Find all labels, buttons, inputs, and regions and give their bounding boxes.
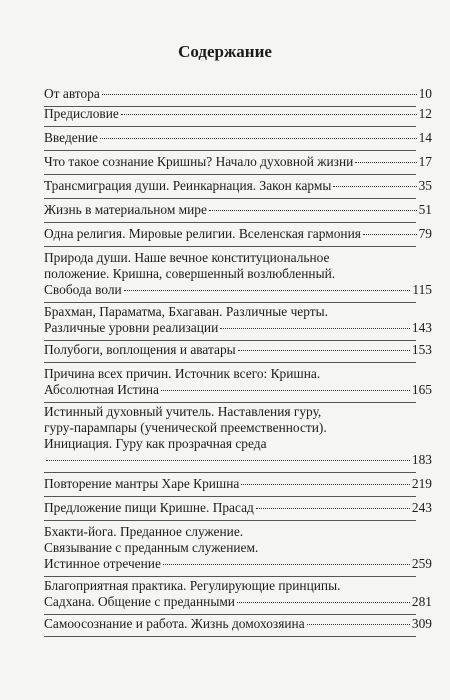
toc-page-number: 17 xyxy=(418,154,432,169)
toc-page-number: 14 xyxy=(418,130,432,145)
toc-entry-title: От автора xyxy=(44,86,100,101)
toc-entry xyxy=(44,500,432,516)
toc-entry-title: Трансмиграция души. Реинкарнация. Закон кармы xyxy=(44,178,332,193)
toc-entry-title: Полубоги, воплощения и аватары xyxy=(44,342,236,357)
toc-entry-title-line: положение. Кришна, совершенный возлюбленный. xyxy=(44,266,336,281)
dot-leader xyxy=(333,186,416,187)
toc-entry-title: Истинное отречение xyxy=(44,556,161,571)
toc-entry xyxy=(44,202,432,218)
toc-page-number: 243 xyxy=(411,500,432,515)
dot-leader xyxy=(241,484,410,485)
dot-leader xyxy=(161,390,410,391)
toc-entry xyxy=(44,86,432,102)
toc-page-number: 143 xyxy=(411,320,432,335)
toc-entry xyxy=(44,616,432,632)
toc-page-number: 153 xyxy=(411,342,432,357)
toc-entry-title: Самоосознание и работа. Жизнь домохозяина xyxy=(44,616,305,631)
dot-leader xyxy=(121,114,417,115)
toc-page-number: 79 xyxy=(418,226,432,241)
toc-entry-title: Абсолютная Истина xyxy=(44,382,159,397)
toc-entry xyxy=(44,154,432,170)
toc-entry-title: Жизнь в материальном мире xyxy=(44,202,207,217)
toc-entry-title: Предисловие xyxy=(44,106,119,121)
toc-entry-title-line: Благоприятная практика. Регулирующие принципы. xyxy=(44,578,341,593)
dot-leader xyxy=(355,162,416,163)
toc-page-number: 309 xyxy=(411,616,432,631)
toc-entry-title-line: Связывание с преданным служением. xyxy=(44,540,259,555)
page-title: Содержание xyxy=(178,42,272,61)
toc-entry-title: Предложение пищи Кришне. Прасад xyxy=(44,500,254,515)
toc-entry xyxy=(44,404,432,468)
toc-entry xyxy=(44,366,432,398)
toc-entry-title: Что такое сознание Кришны? Начало духовной жизни xyxy=(44,154,354,169)
toc-entry-title: Садхана. Общение с преданными xyxy=(44,594,235,609)
toc-entry-title-line: Бхакти-йога. Преданное служение. xyxy=(44,524,244,539)
toc-entry-title-line: Брахман, Параматма, Бхагаван. Различные черты. xyxy=(44,304,328,319)
toc-page-number: 183 xyxy=(411,452,432,467)
dot-leader xyxy=(220,328,410,329)
toc-entry-title-line: Истинный духовный учитель. Наставления гуру, xyxy=(44,404,322,419)
toc-entry xyxy=(44,342,432,358)
toc-entry-title-line: гуру-парампары (ученической преемственности). xyxy=(44,420,327,435)
dot-leader xyxy=(237,602,410,603)
toc-entry-title-line: Причина всех причин. Источник всего: Кришна. xyxy=(44,366,321,381)
dot-leader xyxy=(238,350,410,351)
toc-entry-title-line: Инициация. Гуру как прозрачная среда xyxy=(44,436,267,451)
toc-page-number: 115 xyxy=(412,282,432,297)
toc-page-number: 35 xyxy=(418,178,432,193)
toc-page-number: 281 xyxy=(411,594,432,609)
dot-leader xyxy=(256,508,410,509)
toc-entry xyxy=(44,304,432,336)
toc-entry-title: Свобода воли xyxy=(44,282,122,297)
dot-leader xyxy=(102,94,417,95)
toc-page-number: 51 xyxy=(418,202,432,217)
dot-leader xyxy=(124,290,411,291)
toc-entry xyxy=(44,250,432,298)
dot-leader xyxy=(307,624,410,625)
toc-page-number: 259 xyxy=(411,556,432,571)
toc-entry xyxy=(44,524,432,572)
toc-entry xyxy=(44,106,432,122)
dot-leader xyxy=(209,210,417,211)
toc-entry xyxy=(44,130,432,146)
toc-entry-title: Повторение мантры Харе Кришна xyxy=(44,476,240,491)
toc-entry xyxy=(44,476,432,492)
toc-entry xyxy=(44,578,432,610)
toc-entry-title: Одна религия. Мировые религии. Вселенская гармония xyxy=(44,226,361,241)
toc-entry xyxy=(44,226,432,242)
toc-page-number: 12 xyxy=(418,106,432,121)
toc-entry-title: Различные уровни реализации xyxy=(44,320,219,335)
toc-entry-title-line: Природа души. Наше вечное конституциональное xyxy=(44,250,330,265)
dot-leader xyxy=(100,138,417,139)
toc-page-number: 165 xyxy=(411,382,432,397)
toc-entry-title: Введение xyxy=(44,130,98,145)
dot-leader xyxy=(363,234,417,235)
dot-leader xyxy=(163,564,410,565)
toc-entry xyxy=(44,178,432,194)
toc-page-number: 10 xyxy=(418,86,432,101)
dot-leader xyxy=(46,460,410,461)
toc-page-number: 219 xyxy=(411,476,432,491)
